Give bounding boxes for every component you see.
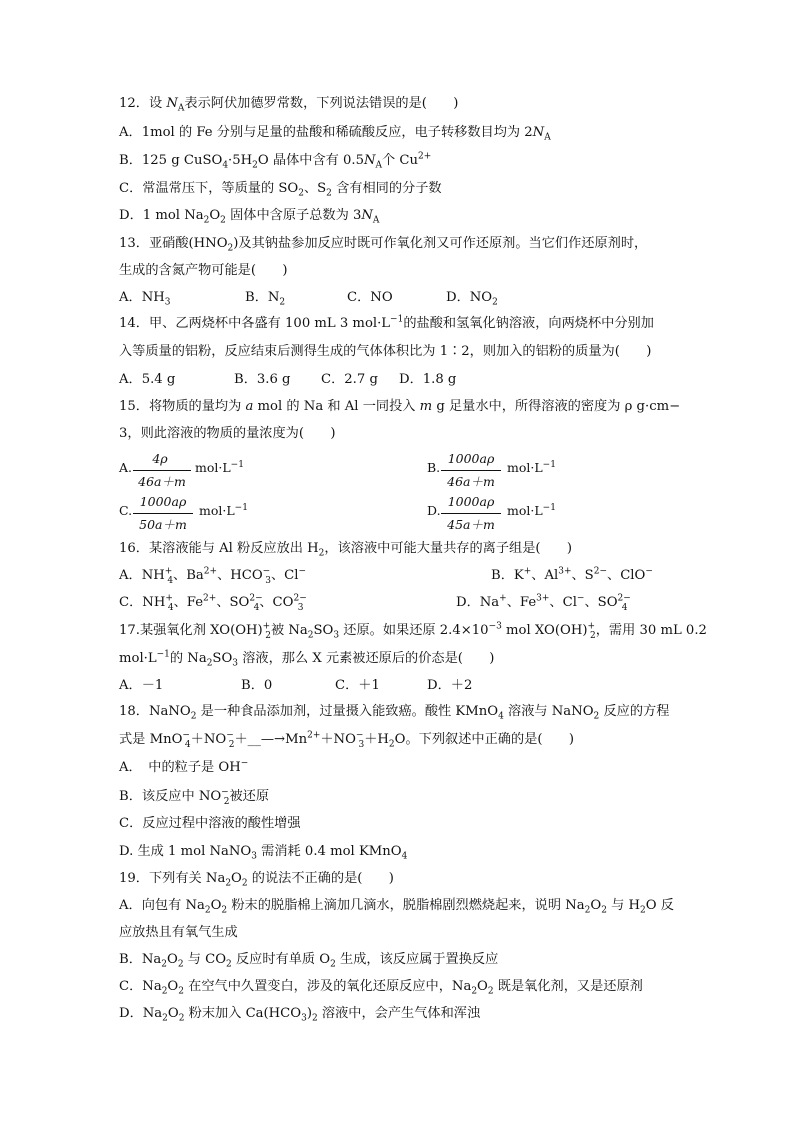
- q15-option-a-denominator: 46a＋m: [138, 474, 186, 489]
- q14-stem-line2: 入等质量的铝粉，反应结束后测得生成的气体体积比为 1∶2，则加入的铝粉的质量为( ): [119, 344, 652, 359]
- q19-option-a-line1: A．向包有 $Na_2O_2$ 粉末的脱脂棉上滴加几滴水，脱脂棉剧烈燃烧起来，说明 $Na_2O_2$ 与 $H_2O$ 反: [119, 898, 674, 916]
- q19-option-b: B．$Na_2O_2$ 与 $CO_2$ 反应时有单质 $O_2$ 生成，该反应属于置换反应: [119, 952, 499, 970]
- q15-option-d-unit: $mol\cdot L^{-1}$: [507, 502, 556, 518]
- q13-option-b: B．$N_2$: [245, 290, 286, 308]
- q15-stem-line1: 15．将物质的量均为 a mol 的 Na 和 Al 一同投入 m g 足量水中，所得溶液的密度为 ρ g·cm−: [119, 399, 681, 414]
- q19-option-a-line2: 应放热且有氧气生成: [119, 925, 238, 940]
- q15-option-c-numerator: 1000aρ: [139, 494, 187, 509]
- q15-option-c: [119, 494, 269, 534]
- q17-option-d: D．＋2: [427, 678, 473, 693]
- fraction-bar: [441, 470, 501, 471]
- q18-option-c: C．反应过程中溶液的酸性增强: [119, 816, 301, 831]
- q18-option-d: D. 生成 1 mol NaNO$_3$ 需消耗 0.4 mol KMnO$_4$: [119, 844, 408, 862]
- q13-option-a: A．$NH_3$: [119, 290, 171, 308]
- q13-option-c: C．NO: [347, 290, 393, 305]
- q14-option-a: A．5.4 g: [119, 372, 176, 387]
- q17-option-b: B．0: [241, 678, 273, 693]
- fraction-bar: [133, 513, 193, 514]
- q15-stem-line2: 3，则此溶液的物质的量浓度为( ): [119, 426, 336, 441]
- fraction-bar: [441, 513, 501, 514]
- q14-option-b: B．3.6 g: [234, 372, 291, 387]
- q12-option-c: C．常温常压下，等质量的 $SO_2$、$S_2$ 含有相同的分子数: [119, 181, 442, 199]
- q15-option-b: [427, 451, 577, 491]
- q15-option-c-label: C.: [119, 503, 133, 518]
- q19-option-c: C．$Na_2O_2$ 在空气中久置变白，涉及的氧化还原反应中，$Na_2O_2$ 既是氧化剂，又是还原剂: [119, 979, 643, 997]
- q15-option-a-numerator: 4ρ: [152, 451, 168, 466]
- q15-option-b-denominator: 46a＋m: [447, 474, 495, 489]
- q18-stem-line1: 18．NaNO$_2$ 是一种食品添加剂，过量摄入能致癌。酸性 KMnO$_4$ 溶液与 NaNO$_2$ 反应的方程: [119, 704, 670, 722]
- q13-stem-line1: 13．亚硝酸$(HNO_2)$及其钠盐参加反应时既可作氧化剂又可作还原剂。当它们作还原剂时，: [119, 236, 648, 254]
- q17-stem-line1: 17.某强氧化剂 $XO(OH)^+_2$被 $Na_2SO_3$ 还原。如果还原 $2.4\times 10^{-3}$ mol $XO(OH)^+_2$，需用 30 mL 0.2: [119, 621, 707, 641]
- q15-option-b-numerator: 1000aρ: [447, 451, 495, 466]
- q12-stem: 12．设 $N_A$表示阿伏加德罗常数，下列说法错误的是( ): [119, 96, 459, 114]
- q14-stem-line1: 14．甲、乙两烧杯中各盛有 100 mL 3 $mol\cdot L^{-1}$的盐酸和氢氧化钠溶液，向两烧杯中分别加: [119, 314, 654, 331]
- q19-stem: 19．下列有关 $Na_2O_2$ 的说法不正确的是( ): [119, 871, 394, 889]
- q16-option-d: D．Na+、$Fe^{3+}$、Cl−、$SO^{2-}_4$: [456, 593, 631, 613]
- fraction-bar: [133, 470, 191, 471]
- q15-option-b-unit: $mol\cdot L^{-1}$: [507, 459, 556, 475]
- q15-option-c-denominator: 50a＋m: [139, 517, 187, 532]
- q16-option-b: B．K+、$Al^{3+}$、$S^{2-}$、ClO−: [491, 566, 653, 583]
- q15-option-d-denominator: 45a＋m: [447, 517, 495, 532]
- q14-option-c: C．2.7 g: [321, 372, 378, 387]
- q18-stem-line2: 式是 $MnO^-_4+NO^-_2+\_\_—\to Mn^{2+}+NO^-_3+H_2O$。下列叙述中正确的是( ): [119, 730, 574, 750]
- q15-option-d: [427, 494, 577, 534]
- q17-stem-line2: $mol\cdot L^{-1}$的 $Na_2SO_3$ 溶液，那么 X 元素被还原后的价态是( ): [119, 649, 495, 669]
- q15-option-d-numerator: 1000aρ: [447, 494, 495, 509]
- q12-option-a: A．1mol 的 Fe 分别与足量的盐酸和稀硫酸反应，电子转移数目均为 $2N_A$: [119, 125, 551, 143]
- q14-option-d: D．1.8 g: [399, 372, 457, 387]
- q13-stem-line2: 生成的含氮产物可能是( ): [119, 263, 288, 278]
- q15-option-a-unit: $mol\cdot L^{-1}$: [195, 459, 244, 475]
- q18-option-b: B．该反应中 $NO^-_2$被还原: [119, 787, 270, 807]
- q16-stem: 16．某溶液能与 Al 粉反应放出 $H_2$，该溶液中可能大量共存的离子组是( ): [119, 541, 573, 559]
- q16-option-c: C．$NH^+_4$、$Fe^{2+}$、$SO^{2-}_4$、$CO^{2-}_3$: [119, 593, 307, 613]
- q15-option-a-label: A.: [119, 460, 133, 475]
- q15-option-a: [119, 451, 259, 491]
- q15-option-b-label: B.: [427, 460, 441, 475]
- q16-option-a: A．$NH^+_4$、$Ba^{2+}$、$HCO^-_3$、Cl−: [119, 566, 306, 586]
- q19-option-d: D．$Na_2O_2$ 粉末加入 $Ca(HCO_3)_2$ 溶液中，会产生气体和浑浊: [119, 1006, 481, 1024]
- q12-option-d: D．1 mol $Na_2O_2$ 固体中含原子总数为 $3N_A$: [119, 208, 380, 226]
- q12-option-b: B．125 g $CuSO_4\cdot 5H_2O$ 晶体中含有 $0.5N_A$个 $Cu^{2+}$: [119, 151, 432, 171]
- q17-option-c: C．＋1: [335, 678, 380, 693]
- q13-option-d: D．$NO_2$: [446, 290, 498, 308]
- q15-option-c-unit: $mol\cdot L^{-1}$: [199, 502, 248, 518]
- q18-option-a: A． 中的粒子是 OH−: [119, 758, 249, 775]
- q15-option-d-label: D.: [427, 503, 441, 518]
- q17-option-a: A．－1: [119, 678, 164, 693]
